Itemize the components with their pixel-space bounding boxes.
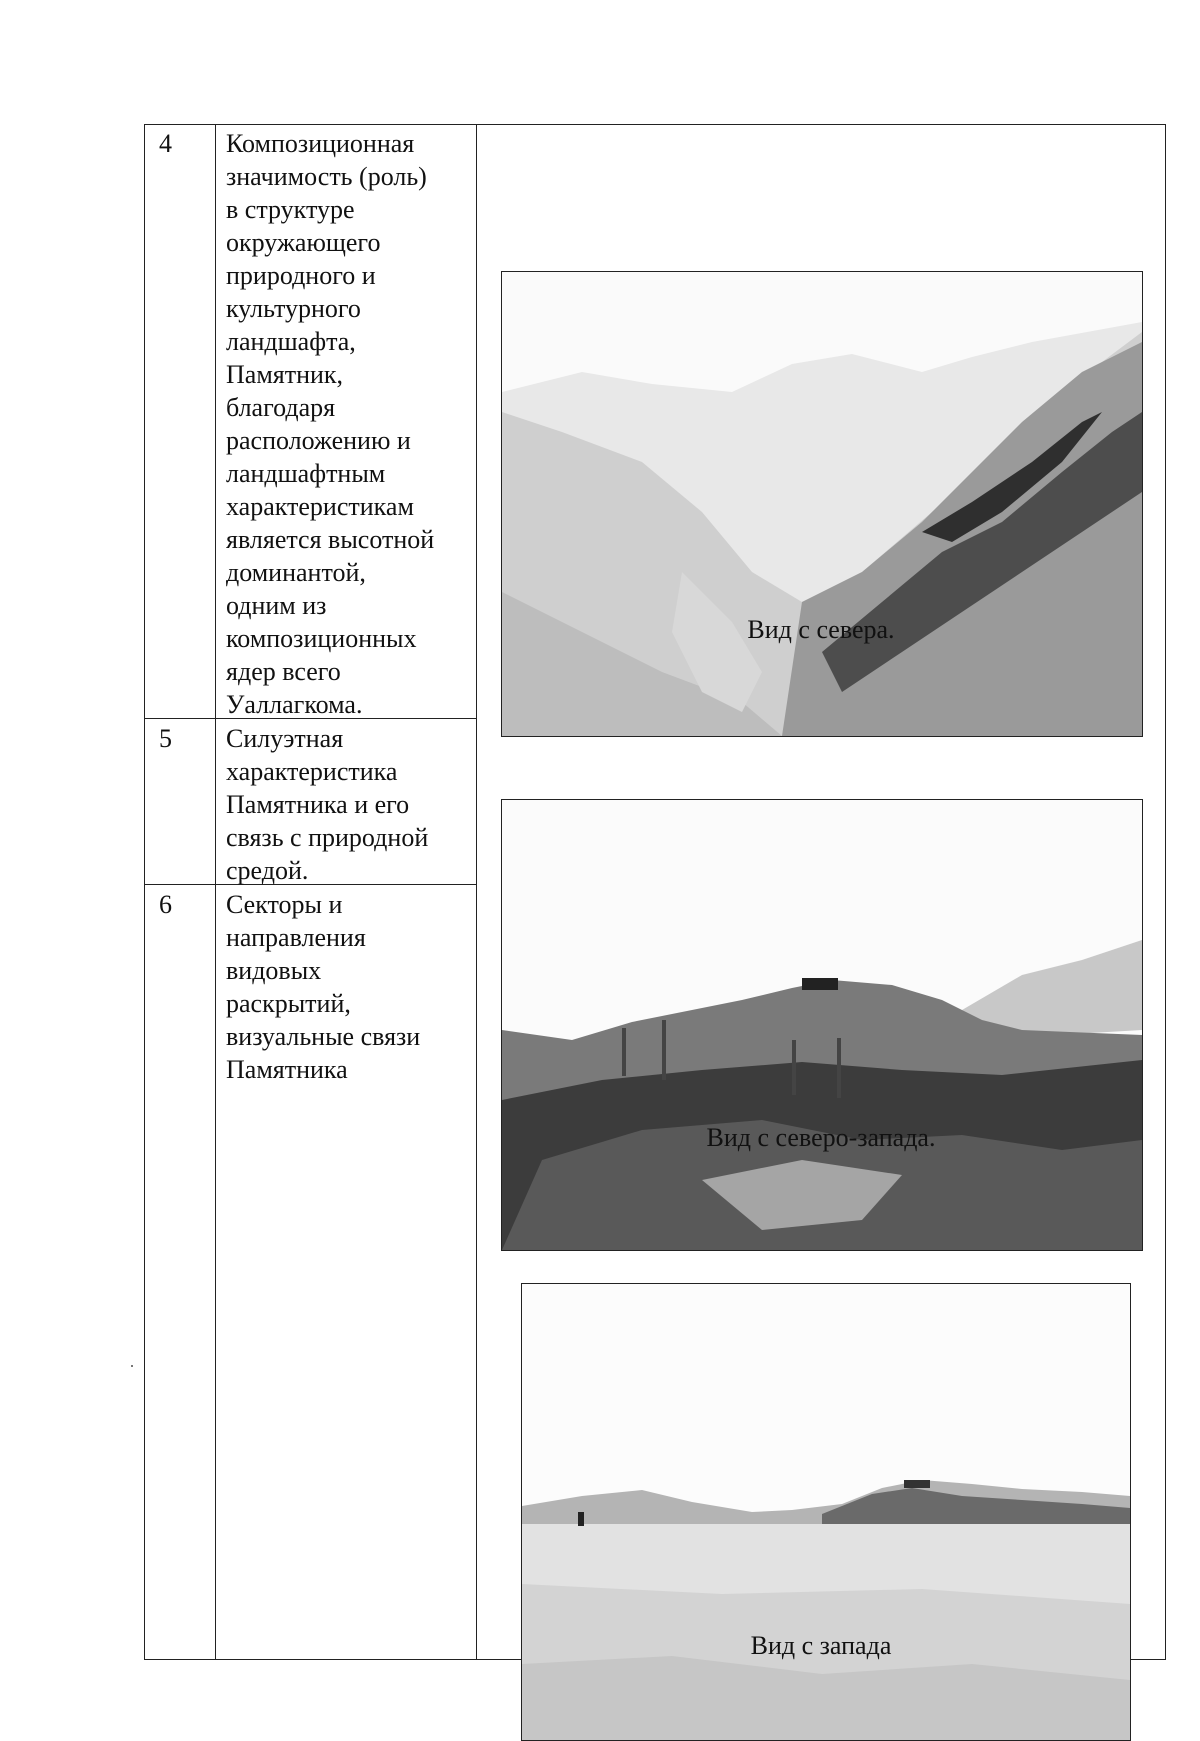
- mountain-valley-image: [502, 272, 1142, 736]
- description-line: Памятника: [226, 1055, 348, 1084]
- description-line: характеристика: [226, 757, 398, 786]
- row-description: [226, 127, 466, 721]
- description-line: ядер всего: [226, 657, 341, 686]
- hill-with-ruins-photo: [501, 799, 1143, 1251]
- description-line: связь с природной: [226, 823, 429, 852]
- hill-with-ruins-image: [502, 800, 1142, 1250]
- description-line: благодаря: [226, 393, 336, 422]
- description-line: доминантой,: [226, 558, 366, 587]
- description-line: ландшафтным: [226, 459, 386, 488]
- description-line: расположению и: [226, 426, 411, 455]
- description-line: окружающего: [226, 228, 381, 257]
- row-description: [226, 888, 466, 1086]
- description-line: средой.: [226, 856, 309, 885]
- meadow-ridge-image: [522, 1284, 1130, 1740]
- description-line: культурного: [226, 294, 361, 323]
- photo-caption: Вид с северо-запада.: [706, 1123, 936, 1152]
- scan-speck: [131, 1365, 133, 1367]
- row-description: [226, 722, 466, 887]
- description-line: значимость (роль): [226, 162, 427, 191]
- description-line: Силуэтная: [226, 724, 344, 753]
- description-line: является высотной: [226, 525, 435, 554]
- row-number: 4: [159, 129, 172, 158]
- meadow-ridge-photo: [521, 1283, 1131, 1741]
- monument-table: [144, 124, 1166, 1660]
- description-line: характеристикам: [226, 492, 414, 521]
- description-line: Памятник,: [226, 360, 344, 389]
- description-line: визуальные связи: [226, 1022, 421, 1051]
- description-line: Памятника и его: [226, 790, 410, 819]
- description-line: ландшафта,: [226, 327, 356, 356]
- row-number: 5: [159, 724, 172, 753]
- photo-caption: Вид с севера.: [747, 615, 895, 644]
- mountain-valley-photo: [501, 271, 1143, 737]
- description-line: композиционных: [226, 624, 417, 653]
- description-line: Уаллагкома.: [226, 690, 363, 719]
- description-line: видовых: [226, 956, 322, 985]
- description-line: Композиционная: [226, 129, 415, 158]
- description-line: Секторы и: [226, 890, 343, 919]
- row-number: 6: [159, 890, 172, 919]
- description-line: раскрытий,: [226, 989, 351, 1018]
- description-line: в структуре: [226, 195, 355, 224]
- description-line: природного и: [226, 261, 376, 290]
- column-divider-description: [476, 125, 477, 1659]
- description-line: направления: [226, 923, 366, 952]
- description-line: одним из: [226, 591, 327, 620]
- photo-caption: Вид с запада: [750, 1631, 892, 1660]
- column-divider-number: [215, 125, 216, 1659]
